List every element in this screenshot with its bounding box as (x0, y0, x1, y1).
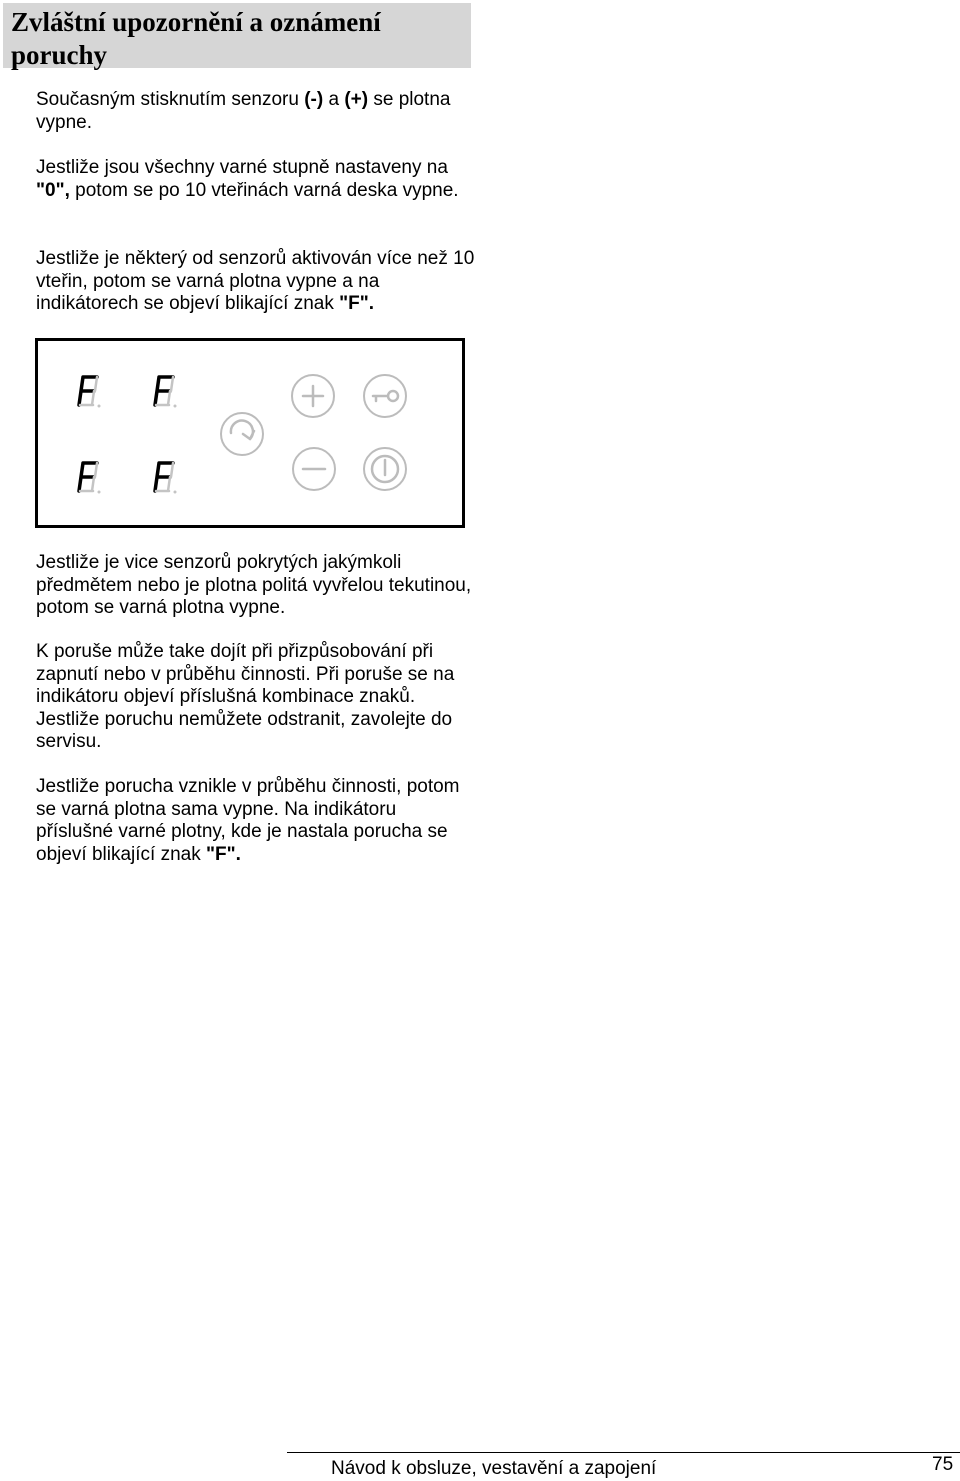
plus-icon (292, 375, 334, 417)
power-icon (364, 448, 406, 490)
text-span: Jestliže porucha vznikle v průběhu činnosti, potom se varná plotna sama vypne. Na indikátoru příslušné varné plotny, kde je nastala porucha se objeví blikající znak (36, 776, 460, 865)
bold-span: "F". (339, 293, 375, 315)
control-panel-illustration (35, 338, 465, 528)
heading-box (3, 3, 471, 68)
bold-span: "0", (36, 179, 70, 201)
text-span: Jestliže je vice senzorů pokrytých jakýmkoli předmětem nebo je plotna politá vyvřelou tekutinou, potom se varná plotna vypne. (36, 552, 472, 619)
paragraph-fault-adjust (36, 641, 476, 754)
text-span: Současným stisknutím senzoru (36, 89, 305, 110)
page-number: 75 (932, 1454, 954, 1475)
paragraph-sensor-off (36, 89, 476, 134)
text-span: Jestliže jsou všechny varné stupně nastaveny na (36, 157, 448, 178)
display-f-4 (155, 463, 177, 494)
bold-span: "F". (206, 843, 241, 865)
text-span: se plotna vypne. (36, 89, 451, 133)
bold-span: (-) (304, 89, 324, 110)
footer-divider (287, 1452, 960, 1453)
text-span: potom se po 10 vteřinách varná deska vypne. (69, 179, 459, 201)
display-f-3 (79, 463, 101, 494)
paragraph-sensor-10s (36, 248, 476, 316)
page-heading: Zvláštní upozornění a oznámení poruchy (11, 7, 381, 70)
display-f-2 (155, 377, 177, 408)
footer-title: Návod k obsluze, vestavění a zapojení (331, 1458, 657, 1479)
key-lock-icon (364, 375, 406, 417)
paragraph-fault-operation (36, 776, 476, 866)
text-span: Jestliže je některý od senzorů aktivován více než 10 vteřin, potom se varná plotna vypne a na indikátorech se objeví blikající znak (36, 248, 475, 315)
bold-span: (+) (344, 89, 369, 110)
text-span: K poruše může take dojít při přizpůsobování při zapnutí nebo v průběhu činnosti. Při poruše se na indikátoru objeví příslušná kombinace znaků. Jestliže poruchu nemůžete odstranit, zavolejte do servisu. (36, 641, 455, 753)
minus-icon (293, 448, 335, 490)
paragraph-all-zero (36, 157, 476, 202)
rotate-arrow-icon (221, 413, 263, 455)
control-panel-svg (38, 341, 462, 525)
display-f-1 (79, 377, 101, 408)
paragraph-covered-sensors (36, 552, 476, 620)
text-span: a (323, 89, 345, 110)
